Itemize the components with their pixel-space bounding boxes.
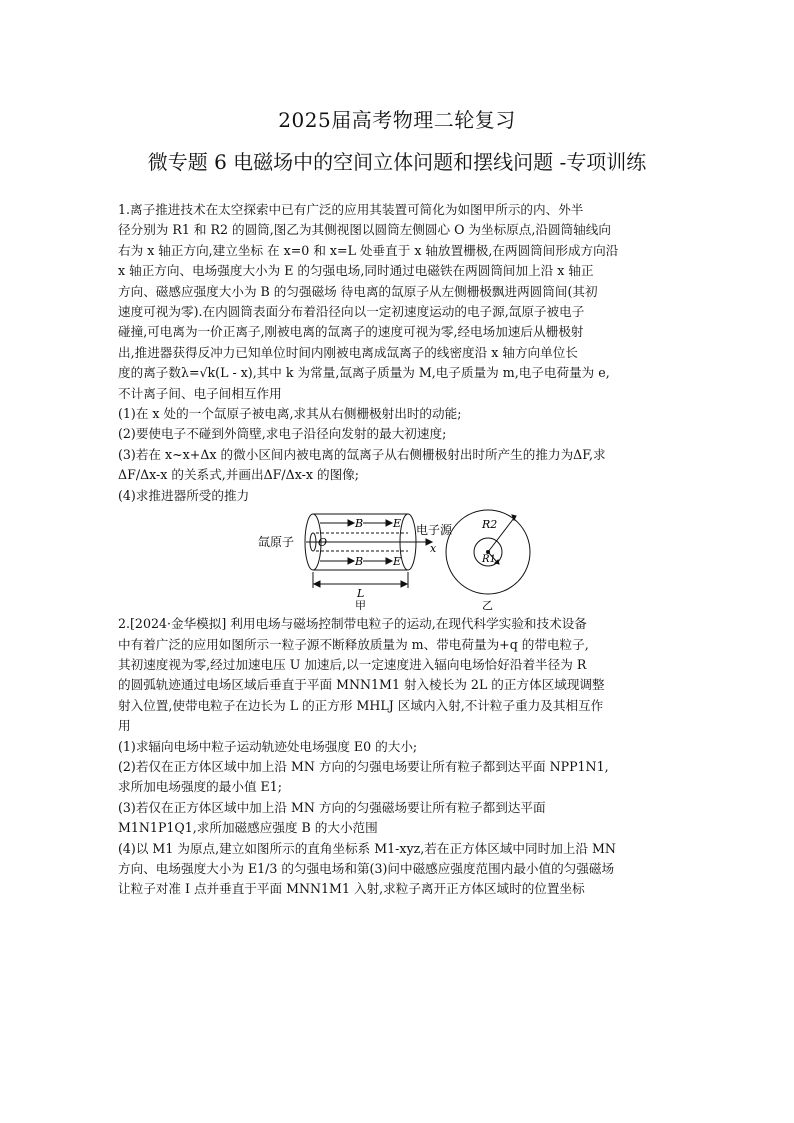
- document-body: [118, 200, 678, 900]
- origin-label: O: [318, 536, 328, 550]
- q1-line: 碰撞,可电离为一价正离子,刚被电离的氙离子的速度可视为零,经电场加速后从栅极射: [118, 324, 584, 340]
- q2-line: 用: [118, 718, 131, 734]
- question-1: [118, 200, 678, 506]
- b-label-top: B: [355, 517, 364, 531]
- length-label: L: [357, 587, 365, 601]
- q1-line: 出,推进器获得反冲力已知单位时间内刚被电离成氙离子的线密度沿 x 轴方向单位长: [118, 344, 578, 360]
- q1-line: 度的离子数λ=√k(L - x),其中 k 为常量,氙离子质量为 M,电子质量为 m,电子电荷量为 e,: [118, 365, 610, 381]
- atom-label: 氙原子: [258, 535, 295, 550]
- q2-line: 其初速度视为零,经过加速电压 U 加速后,以一定速度进入辐向电场恰好沿着半径为 R: [118, 656, 587, 672]
- q1-part-3-cont: ΔF/Δx-x 的关系式,并画出ΔF/Δx-x 的图像;: [118, 467, 360, 483]
- q2-part-4-cont: 方向、电场强度大小为 E1/3 的匀强电场和第(3)问中磁感应强度范围内最小值的匀强磁场: [118, 860, 615, 876]
- q1-line: x 轴正方向、电场强度大小为 E 的匀强电场,同时通过电磁铁在两圆筒间加上沿 x 轴正: [118, 263, 594, 279]
- q2-part-3-cont: M1N1P1Q1,求所加磁感应强度 B 的大小范围: [118, 820, 378, 836]
- figure-1: [118, 508, 678, 610]
- q2-part-4: (4)以 M1 为原点,建立如图所示的直角坐标系 M1-xyz,若在正方体区域中同时加上沿 MN: [118, 840, 616, 856]
- q1-line: 不计离子间、电子间相互作用: [118, 385, 282, 401]
- q1-part-4: (4)求推进器所受的推力: [118, 487, 250, 503]
- q2-part-3: (3)若仅在正方体区域中加上沿 MN 方向的匀强磁场要让所有粒子都到达平面: [118, 799, 546, 815]
- q1-part-2: (2)要使电子不碰到外筒壁,求电子沿径向发射的最大初速度;: [118, 426, 447, 442]
- r2-label: R2: [482, 518, 498, 532]
- e-label-bottom: E: [393, 555, 402, 569]
- q1-line: 速度可视为零).在内圆筒表面分布着沿径向以一定初速度运动的电子源,氙原子被电子: [118, 304, 585, 320]
- r1-label: R1: [482, 554, 496, 566]
- q1-part-1: (1)在 x 处的一个氙原子被电离,求其从右侧栅极射出时的动能;: [118, 406, 462, 422]
- b-label-bottom: B: [355, 555, 364, 569]
- q1-part-3: (3)若在 x~x+Δx 的微小区间内被电离的氙离子从右侧栅极射出时所产生的推力为ΔF,求: [118, 446, 606, 462]
- q2-part-1: (1)求辐向电场中粒子运动轨迹处电场强度 E0 的大小;: [118, 738, 418, 754]
- q1-line: 方向、磁感应强度大小为 B 的匀强磁场 待电离的氙原子从左侧栅极飘进两圆筒间(其初: [118, 283, 598, 299]
- figure-jia: [258, 508, 458, 610]
- document-subtitle: 微专题 6 电磁场中的空间立体问题和摆线问题 -专项训练: [147, 150, 647, 174]
- q1-line: 右为 x 轴正方向,建立坐标 在 x=0 和 x=L 处垂直于 x 轴放置栅极,在两圆筒间形成方向沿: [118, 242, 619, 258]
- q1-line: 径分别为 R1 和 R2 的圆筒,图乙为其侧视图以圆筒左侧圆心 O 为坐标原点,沿圆筒轴线向: [118, 222, 611, 238]
- caption-yi: 乙: [482, 599, 493, 611]
- q2-line: 的圆弧轨迹通过电场区域后垂直于平面 MNN1M1 射入棱长为 2L 的正方体区域现调整: [118, 677, 605, 693]
- question-2: [118, 614, 678, 900]
- document-title: 2025届高考物理二轮复习: [278, 108, 516, 132]
- q1-line: 1.离子推进技术在太空探索中已有广泛的应用其装置可简化为如图甲所示的内、外半: [118, 202, 584, 217]
- q2-line: 2.[2024·金华模拟] 利用电场与磁场控制带电粒子的运动,在现代科学实验和技术设备: [118, 616, 587, 632]
- x-label: x: [430, 542, 437, 556]
- figure-yi: [442, 508, 542, 610]
- q2-part-2-cont: 求所加电场强度的最小值 E1;: [118, 779, 282, 795]
- e-label-top: E: [393, 517, 402, 531]
- q2-line: 中有着广泛的应用如图所示一粒子源不断释放质量为 m、带电荷量为+q 的带电粒子,: [118, 636, 589, 652]
- source-label: 电子源: [416, 523, 453, 538]
- q2-part-4-cont: 让粒子对准 I 点并垂直于平面 MNN1M1 入射,求粒子离开正方体区域时的位置坐标: [118, 881, 585, 897]
- q2-line: 射入位置,使带电粒子在边长为 L 的正方形 MHLJ 区域内入射,不计粒子重力及其相互作: [118, 697, 604, 713]
- q2-part-2: (2)若仅在正方体区域中加上沿 MN 方向的匀强电场要让所有粒子都到达平面 NPP1N1,: [118, 758, 609, 774]
- caption-jia: 甲: [355, 599, 366, 611]
